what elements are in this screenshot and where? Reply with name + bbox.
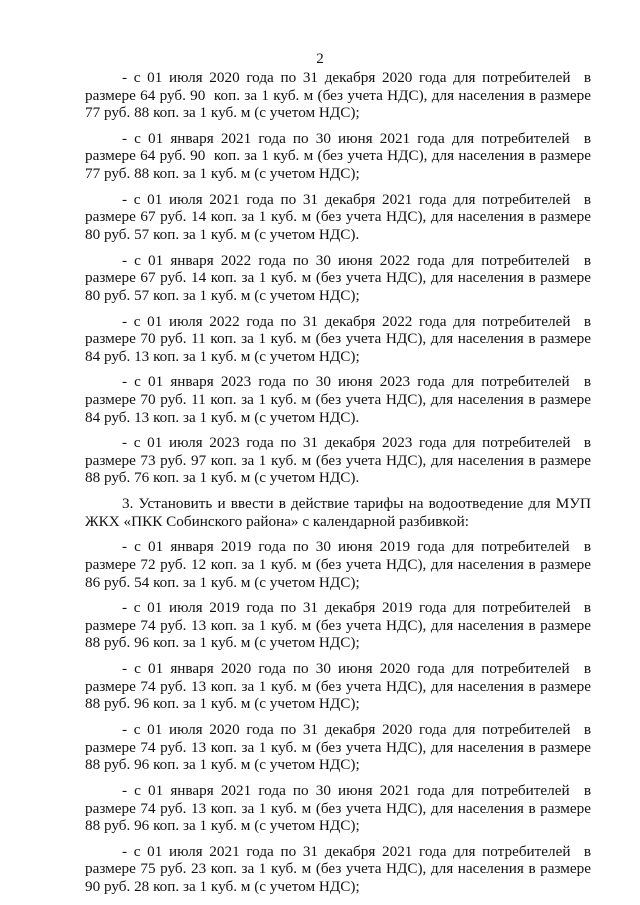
tariff-item-sewage-2019-h2: - с 01 июля 2019 года по 31 декабря 2019 года для потребителей в размере 74 руб. 13 коп. за 1 куб. м (без учета НДС), для населения в размере 88 руб. 96 коп. за 1 куб. м (с учетом НДС); [85,599,595,652]
tariff-item-water-2023-h2: - с 01 июля 2023 года по 31 декабря 2023 года для потребителей в размере 73 руб. 97 коп. за 1 куб. м (без учета НДС), для населения в размере 88 руб. 76 коп. за 1 куб. м (с учетом НДС). [85,434,595,487]
tariff-item-sewage-2019-h1: - с 01 января 2019 года по 30 июня 2019 года для потребителей в размере 72 руб. 12 коп. за 1 куб. м (без учета НДС), для населения в размере 86 руб. 54 коп. за 1 куб. м (с учетом НДС); [85,538,595,591]
tariff-item-water-2023-h1: - с 01 января 2023 года по 30 июня 2023 года для потребителей в размере 70 руб. 11 коп. за 1 куб. м (без учета НДС), для населения в размере 84 руб. 13 коп. за 1 куб. м (с учетом НДС). [85,373,595,426]
section-3-heading: 3. Установить и ввести в действие тарифы на водоотведение для МУП ЖКХ «ПКК Собинского района» с календарной разбивкой: [85,495,595,530]
tariff-item-sewage-2021-h2: - с 01 июля 2021 года по 31 декабря 2021 года для потребителей в размере 75 руб. 23 коп. за 1 куб. м (без учета НДС), для населения в размере 90 руб. 28 коп. за 1 куб. м (с учетом НДС); [85,842,595,895]
tariff-item-water-2021-h2: - с 01 июля 2021 года по 31 декабря 2021 года для потребителей в размере 67 руб. 14 коп. за 1 куб. м (без учета НДС), для населения в размере 80 руб. 57 коп. за 1 куб. м (с учетом НДС). [85,190,595,243]
tariff-item-sewage-2021-h1: - с 01 января 2021 года по 30 июня 2021 года для потребителей в размере 74 руб. 13 коп. за 1 куб. м (без учета НДС), для населения в размере 88 руб. 96 коп. за 1 куб. м (с учетом НДС); [85,781,595,835]
tariff-item-water-2022-h1: - с 01 января 2022 года по 30 июня 2022 года для потребителей в размере 67 руб. 14 коп. за 1 куб. м (без учета НДС), для населения в размере 80 руб. 57 коп. за 1 куб. м (с учетом НДС); [85,251,595,304]
tariff-item-water-2020-h2: - с 01 июля 2020 года по 31 декабря 2020 года для потребителей в размере 64 руб. 90 коп. за 1 куб. м (без учета НДС), для населения в размере 77 руб. 88 коп. за 1 куб. м (с учетом НДС); [85,69,595,122]
document-body [85,69,595,904]
tariff-item-water-2021-h1: - с 01 января 2021 года по 30 июня 2021 года для потребителей в размере 64 руб. 90 коп. за 1 куб. м (без учета НДС), для населения в размере 77 руб. 88 коп. за 1 куб. м (с учетом НДС); [85,129,595,183]
tariff-item-water-2022-h2: - с 01 июля 2022 года по 31 декабря 2022 года для потребителей в размере 70 руб. 11 коп. за 1 куб. м (без учета НДС), для населения в размере 84 руб. 13 коп. за 1 куб. м (с учетом НДС); [85,312,595,365]
page-number: 2 [316,51,324,67]
tariff-item-sewage-2020-h1: - с 01 января 2020 года по 30 июня 2020 года для потребителей в размере 74 руб. 13 коп. за 1 куб. м (без учета НДС), для населения в размере 88 руб. 96 коп. за 1 куб. м (с учетом НДС); [85,660,595,713]
tariff-item-sewage-2020-h2: - с 01 июля 2020 года по 31 декабря 2020 года для потребителей в размере 74 руб. 13 коп. за 1 куб. м (без учета НДС), для населения в размере 88 руб. 96 коп. за 1 куб. м (с учетом НДС); [85,721,595,774]
